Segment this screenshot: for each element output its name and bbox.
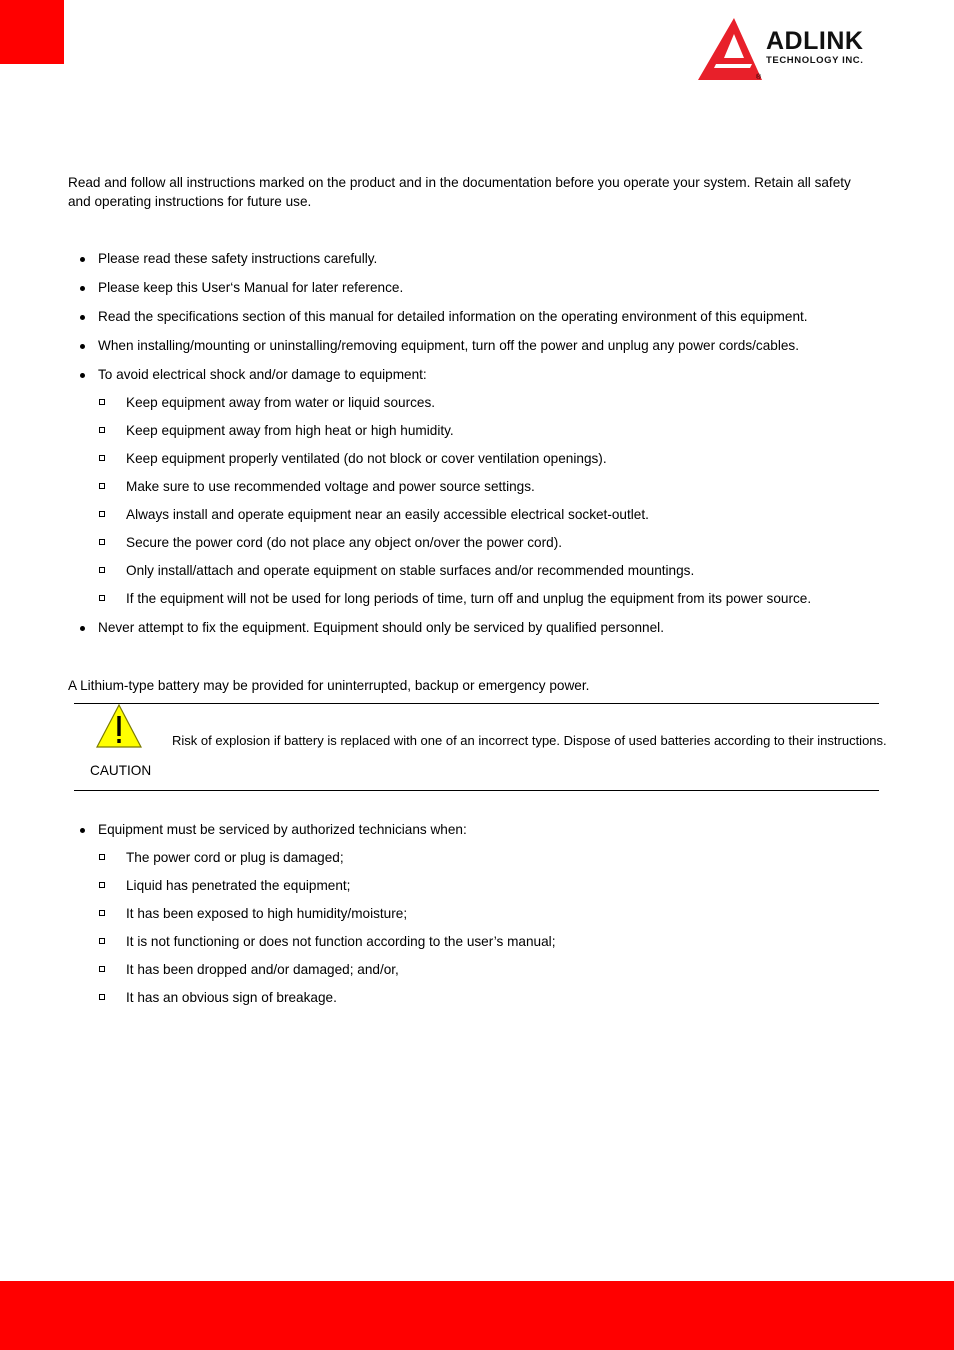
- square-bullet-icon: [99, 938, 105, 944]
- warning-triangle-icon: [95, 703, 143, 749]
- square-bullet-icon: [99, 882, 105, 888]
- bullet-icon: [80, 373, 85, 378]
- square-bullet-icon: [99, 854, 105, 860]
- square-bullet-icon: [99, 994, 105, 1000]
- adlink-logo: [696, 18, 908, 84]
- logo-registered-mark: ®: [756, 74, 762, 81]
- bullet-icon: [80, 315, 85, 320]
- square-bullet-icon: [99, 567, 105, 573]
- bullet-icon: [80, 344, 85, 349]
- adlink-triangle-icon: [696, 18, 764, 84]
- caution-text: Risk of explosion if battery is replaced with one of an incorrect type. Dispose of used batteries according to their instructions.: [172, 733, 887, 748]
- footer-red-bar: [0, 1281, 954, 1350]
- battery-paragraph: A Lithium-type battery may be provided for uninterrupted, backup or emergency power.: [68, 678, 590, 693]
- square-bullet-icon: [99, 483, 105, 489]
- header-red-tab: [0, 0, 64, 64]
- square-bullet-icon: [99, 910, 105, 916]
- logo-name: ADLINK: [766, 27, 864, 55]
- square-bullet-icon: [99, 595, 105, 601]
- square-bullet-icon: [99, 539, 105, 545]
- square-bullet-icon: [99, 455, 105, 461]
- caution-top-rule: [74, 703, 879, 704]
- bullet-icon: [80, 626, 85, 631]
- square-bullet-icon: [99, 966, 105, 972]
- caution-bottom-rule: [74, 790, 879, 791]
- square-bullet-icon: [99, 399, 105, 405]
- bullet-icon: [80, 828, 85, 833]
- square-bullet-icon: [99, 427, 105, 433]
- bullet-icon: [80, 257, 85, 262]
- square-bullet-icon: [99, 511, 105, 517]
- bullet-icon: [80, 286, 85, 291]
- intro-paragraph: Read and follow all instructions marked on the product and in the documentation before you operate your system. Retain all safety and operating instructions for future use.: [68, 175, 851, 209]
- logo-subtitle: TECHNOLOGY INC.: [766, 55, 864, 66]
- caution-label: CAUTION: [90, 763, 152, 778]
